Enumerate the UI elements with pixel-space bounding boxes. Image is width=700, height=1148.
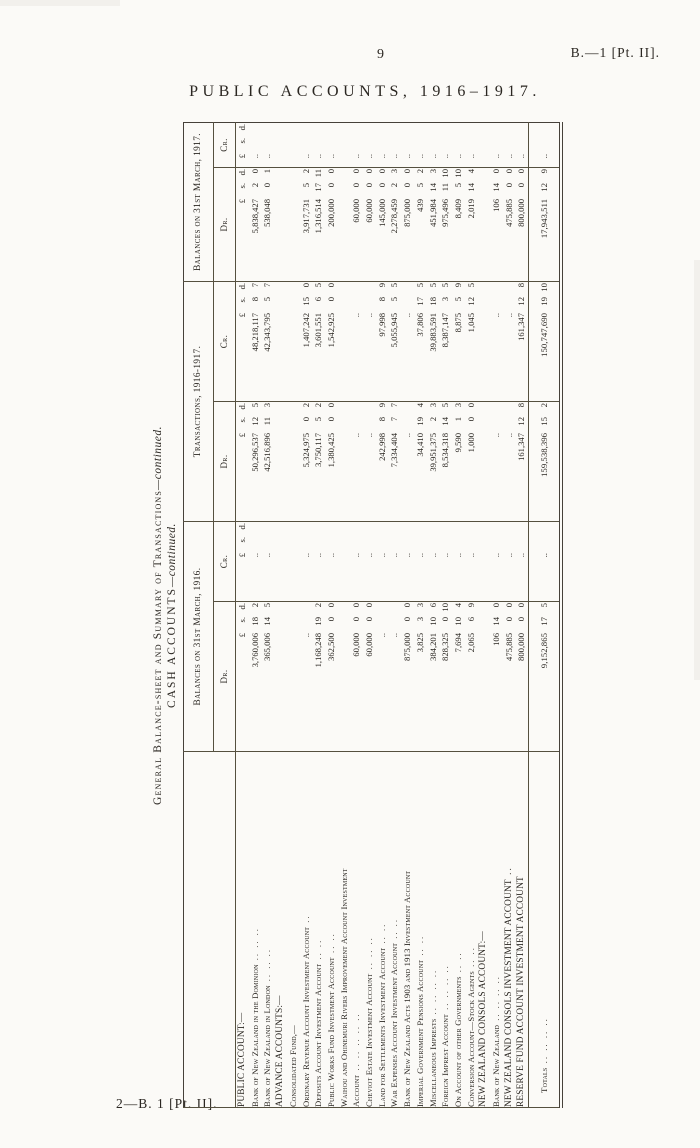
table-row	[515, 122, 528, 1107]
money-cell: 7,334,40477	[388, 401, 401, 521]
account-label: Account	[351, 1074, 362, 1107]
money-cell: 60,00000	[350, 602, 363, 752]
leader-dots: .. .. .. ..	[538, 1017, 549, 1068]
cash-accounts-table	[183, 122, 563, 1108]
money-cell: ..	[427, 122, 440, 167]
table-row	[477, 122, 490, 1107]
totals-label-cell	[529, 752, 562, 1108]
money-cell: 42,343,79557	[261, 281, 274, 401]
money-cell	[477, 281, 490, 401]
table-row	[490, 122, 503, 1107]
dr-cr-header: Cr.	[214, 281, 236, 401]
table-row	[439, 122, 452, 1107]
dr-cr-header: Dr.	[214, 167, 236, 281]
money-cell: 800,00000	[515, 167, 528, 281]
account-label-cell	[312, 752, 325, 1108]
account-label-cell	[236, 752, 249, 1108]
table-row	[427, 122, 440, 1107]
table-row	[376, 122, 389, 1107]
money-cell: 200,00000	[325, 167, 338, 281]
money-cell	[287, 122, 300, 167]
leader-dots: .. ..	[465, 946, 476, 972]
money-cell: ..	[439, 521, 452, 601]
money-cell	[477, 167, 490, 281]
account-label: Public Works Fund Investment Account	[325, 957, 336, 1107]
table-row	[401, 122, 414, 1107]
table-row	[249, 122, 262, 1107]
leader-dots: .. .. ..	[364, 936, 375, 974]
money-cell	[274, 281, 287, 401]
money-cell	[274, 521, 287, 601]
dr-cr-header: Dr.	[214, 602, 236, 752]
table-row	[363, 122, 376, 1107]
account-label: Deposits Account Investment Account	[313, 963, 324, 1107]
leader-dots: .. .. .. ..	[440, 964, 451, 1015]
money-cell: ..	[452, 122, 465, 167]
money-cell: ..	[401, 521, 414, 601]
money-cell: ..	[325, 122, 338, 167]
account-label: Bank of New Zealand	[491, 1024, 502, 1107]
money-cell	[287, 602, 300, 752]
money-cell: ..	[376, 521, 389, 601]
money-cell: 800,00000	[515, 602, 528, 752]
money-cell: 9,59013	[452, 401, 465, 521]
money-cell: ..	[439, 122, 452, 167]
table-row	[503, 122, 516, 1107]
table-row	[414, 122, 427, 1107]
dr-cr-header: Cr.	[214, 521, 236, 601]
money-cell: ..	[363, 122, 376, 167]
money-cell: ..	[249, 521, 262, 601]
money-cell: ..	[490, 521, 503, 601]
table-title-main: General Balance-sheet and Summary of Transactions	[152, 489, 164, 806]
money-cell: 43952	[414, 167, 427, 281]
money-cell: ..	[325, 521, 338, 601]
money-cell: 451,984143	[427, 167, 440, 281]
account-label-cell	[287, 752, 300, 1108]
account-label: Conversion Account—Stock Agents	[465, 971, 476, 1107]
table-row	[261, 122, 274, 1107]
money-cell: £s.d.	[236, 122, 249, 167]
money-cell: 365,006145	[261, 602, 274, 752]
money-cell: ..	[503, 122, 516, 167]
money-cell: ..	[515, 122, 528, 167]
money-cell	[338, 602, 351, 752]
account-label: Cheviot Estate Investment Account	[364, 973, 375, 1107]
money-cell: 161,347128	[515, 281, 528, 401]
money-cell	[477, 401, 490, 521]
totals-row	[529, 122, 562, 1107]
money-cell: 1,00000	[465, 401, 478, 521]
money-cell: ..	[465, 122, 478, 167]
table-row	[325, 122, 338, 1107]
money-cell: £s.d.	[236, 521, 249, 601]
money-cell: 875,00000	[401, 167, 414, 281]
account-label: ADVANCE ACCOUNTS:—	[275, 995, 286, 1107]
account-label: RESERVE FUND ACCOUNT INVESTMENT ACCOUNT	[516, 876, 527, 1107]
table-row	[388, 122, 401, 1107]
money-cell: ..	[350, 521, 363, 601]
money-cell: 5,324,97502	[300, 401, 313, 521]
money-cell: 3,760,006182	[249, 602, 262, 752]
money-cell: ..	[350, 122, 363, 167]
leader-dots: .. .. ..	[249, 927, 260, 965]
money-cell: ..	[312, 122, 325, 167]
money-cell	[274, 122, 287, 167]
account-label: Imperial Government Pensions Account	[414, 959, 425, 1107]
money-cell: 159,538,396152	[529, 401, 562, 521]
money-cell: 7,694104	[452, 602, 465, 752]
money-cell: ..	[414, 521, 427, 601]
money-cell: ..	[388, 602, 401, 752]
money-cell: ..	[414, 122, 427, 167]
table-row	[236, 122, 249, 1107]
money-cell: 34,410194	[414, 401, 427, 521]
table-subtitle	[166, 123, 178, 1108]
account-label-cell	[376, 752, 389, 1108]
account-label-cell	[427, 752, 440, 1108]
account-label: NEW ZEALAND CONSOLS ACCOUNT:—	[478, 931, 489, 1107]
money-cell: 17,943,511129	[529, 167, 562, 281]
money-cell	[338, 521, 351, 601]
table-row	[287, 122, 300, 1107]
table-subtitle-continued: —continued.	[166, 523, 178, 588]
account-label-cell	[503, 752, 516, 1108]
money-cell	[274, 167, 287, 281]
table-row	[300, 122, 313, 1107]
account-label-cell	[401, 752, 414, 1108]
money-cell: 362,50000	[325, 602, 338, 752]
money-cell: 5,055,94555	[388, 281, 401, 401]
page-footer: 2—B. 1 [Pt. II].	[116, 1096, 218, 1111]
account-label: Waihou and Ohinemuri Rivers Improvement Account Investment	[338, 868, 349, 1107]
money-cell: ..	[529, 521, 562, 601]
money-cell: 60,00000	[363, 167, 376, 281]
money-cell: 39,951,37523	[427, 401, 440, 521]
table-row	[338, 122, 351, 1107]
leader-dots: .. ..	[414, 934, 425, 960]
money-cell: ..	[503, 401, 516, 521]
table-row	[465, 122, 478, 1107]
dr-cr-header: Dr.	[214, 401, 236, 521]
leader-dots: ..	[300, 914, 311, 927]
money-cell: ..	[490, 401, 503, 521]
page-title: PUBLIC ACCOUNTS, 1916–1917.	[189, 83, 541, 100]
money-cell: 1,380,42500	[325, 401, 338, 521]
money-cell: ..	[261, 122, 274, 167]
account-label: Ordinary Revenue Account Investment Account	[300, 926, 311, 1107]
account-label-cell	[350, 752, 363, 1108]
money-cell: ..	[249, 122, 262, 167]
account-label: On Account of other Governments	[452, 976, 463, 1107]
money-cell: ..	[350, 401, 363, 521]
account-label-cell	[452, 752, 465, 1108]
column-group-header: Transactions, 1916-1917.	[184, 281, 214, 521]
money-cell	[477, 521, 490, 601]
money-cell: 37,806175	[414, 281, 427, 401]
money-cell: ..	[452, 521, 465, 601]
money-cell: 242,99889	[376, 401, 389, 521]
leader-dots: .. .. .. .. ..	[351, 1012, 362, 1075]
account-label: Foreign Imprest Account	[440, 1014, 451, 1107]
money-cell: 8,87559	[452, 281, 465, 401]
leader-dots: .. ..	[325, 932, 336, 958]
account-label: Miscellaneous Imprests	[427, 1018, 438, 1107]
money-cell: 3,82533	[414, 602, 427, 752]
rotated-table-inner	[152, 123, 568, 1108]
money-cell: ..	[503, 281, 516, 401]
account-label-cell	[325, 752, 338, 1108]
money-cell: ..	[376, 122, 389, 167]
money-cell: 1,542,92500	[325, 281, 338, 401]
money-cell: ..	[465, 521, 478, 601]
money-cell: 875,00000	[401, 602, 414, 752]
money-cell	[274, 602, 287, 752]
column-group-header: Balances on 31st March, 1916.	[184, 521, 214, 751]
account-label: Bank of New Zealand in London	[262, 985, 273, 1107]
money-cell: ..	[427, 521, 440, 601]
money-cell: 1,316,5141711	[312, 167, 325, 281]
money-cell: 1,407,242150	[300, 281, 313, 401]
money-cell	[274, 401, 287, 521]
totals-label: Totals	[538, 1067, 549, 1093]
money-cell	[338, 122, 351, 167]
money-cell: ..	[363, 401, 376, 521]
money-cell	[338, 167, 351, 281]
leader-dots: ..	[503, 866, 514, 880]
money-cell: 1,045125	[465, 281, 478, 401]
money-cell: ..	[401, 122, 414, 167]
account-label-cell	[300, 752, 313, 1108]
account-label-cell	[439, 752, 452, 1108]
money-cell: 384,201106	[427, 602, 440, 752]
table-title	[152, 123, 164, 1108]
account-label-cell	[477, 752, 490, 1108]
account-label-cell	[515, 752, 528, 1108]
money-cell	[287, 521, 300, 601]
money-cell: 8,387,14735	[439, 281, 452, 401]
money-cell: 60,00000	[363, 602, 376, 752]
money-cell: ..	[388, 521, 401, 601]
leader-dots: .. ..	[376, 922, 387, 948]
money-cell: 161,347128	[515, 401, 528, 521]
money-cell: 50,296,537125	[249, 401, 262, 521]
money-cell: 975,4961110	[439, 167, 452, 281]
money-cell: £s.d.	[236, 602, 249, 752]
money-cell: ..	[312, 521, 325, 601]
money-cell: 106140	[490, 167, 503, 281]
leader-dots: .. .. .. ..	[427, 968, 438, 1019]
money-cell: 475,88500	[503, 167, 516, 281]
money-cell	[287, 401, 300, 521]
money-cell: ..	[363, 521, 376, 601]
money-cell	[287, 281, 300, 401]
table-row	[274, 122, 287, 1107]
money-cell	[477, 602, 490, 752]
money-cell: 106140	[490, 602, 503, 752]
account-label-cell	[388, 752, 401, 1108]
money-cell: 60,00000	[350, 167, 363, 281]
money-cell: £s.d.	[236, 401, 249, 521]
table-subtitle-main: CASH ACCOUNTS	[166, 587, 178, 708]
stub-header	[184, 752, 236, 1108]
money-cell: 42,516,896113	[261, 401, 274, 521]
money-cell: 3,917,73152	[300, 167, 313, 281]
table-row	[452, 122, 465, 1107]
account-label: Bank of New Zealand in the Dominion	[249, 964, 260, 1107]
money-cell: 5,838,42720	[249, 167, 262, 281]
money-cell: ..	[490, 281, 503, 401]
money-cell: 2,019144	[465, 167, 478, 281]
money-cell: 475,88500	[503, 602, 516, 752]
money-cell: £s.d.	[236, 281, 249, 401]
account-label: War Expenses Account Investment Account	[389, 942, 400, 1107]
table-row	[350, 122, 363, 1107]
money-cell: ..	[261, 521, 274, 601]
page-number: 9	[377, 47, 384, 62]
money-cell: ..	[363, 281, 376, 401]
money-cell: 9,152,865175	[529, 602, 562, 752]
leader-dots: .. .. .. ..	[491, 975, 502, 1025]
scan-smudge-top	[0, 0, 120, 6]
leader-dots: .. ..	[313, 938, 324, 964]
account-label: NEW ZEALAND CONSOLS INVESTMENT ACCOUNT	[503, 879, 514, 1107]
money-cell: £s.d.	[236, 167, 249, 281]
scan-smudge-right	[694, 260, 700, 680]
money-cell: 3,750,11752	[312, 401, 325, 521]
rotated-table-block	[152, 123, 568, 1108]
leader-dots: .. ..	[389, 918, 400, 943]
money-cell: ..	[300, 602, 313, 752]
money-cell: ..	[401, 281, 414, 401]
leader-dots: .. ..	[452, 951, 463, 977]
account-label-cell	[363, 752, 376, 1108]
account-label: Consolidated Fund,—	[287, 1025, 298, 1107]
account-label-cell	[490, 752, 503, 1108]
money-cell	[338, 281, 351, 401]
money-cell	[287, 167, 300, 281]
money-cell: 1,168,248192	[312, 602, 325, 752]
money-cell: ..	[515, 521, 528, 601]
table-row	[312, 122, 325, 1107]
money-cell: ..	[503, 521, 516, 601]
account-label: Bank of New Zealand Acts 1903 and 1913 Investment Account	[402, 870, 413, 1107]
money-cell: ..	[350, 281, 363, 401]
leader-dots: .. .. ..	[262, 948, 273, 986]
money-cell: 3,601,55165	[312, 281, 325, 401]
money-cell: 145,00000	[376, 167, 389, 281]
money-cell: 2,278,45923	[388, 167, 401, 281]
money-cell: 97,99889	[376, 281, 389, 401]
money-cell: 8,534,318145	[439, 401, 452, 521]
account-label-cell	[338, 752, 351, 1108]
dr-cr-header: Cr.	[214, 122, 236, 167]
account-label-cell	[414, 752, 427, 1108]
document-reference: B.—1 [Pt. II].	[570, 45, 660, 60]
money-cell: 8,409510	[452, 167, 465, 281]
money-cell: ..	[388, 122, 401, 167]
money-cell: ..	[376, 602, 389, 752]
money-cell: 48,218,11787	[249, 281, 262, 401]
money-cell	[477, 122, 490, 167]
money-cell: ..	[401, 401, 414, 521]
money-cell: 39,883,591185	[427, 281, 440, 401]
money-cell: ..	[300, 122, 313, 167]
account-label: PUBLIC ACCOUNT:—	[237, 1012, 247, 1107]
money-cell: ..	[300, 521, 313, 601]
account-label-cell	[261, 752, 274, 1108]
money-cell: 538,04801	[261, 167, 274, 281]
money-cell	[338, 401, 351, 521]
account-label-cell	[465, 752, 478, 1108]
money-cell: ..	[490, 122, 503, 167]
money-cell: 2,06569	[465, 602, 478, 752]
account-label-cell	[249, 752, 262, 1108]
account-label: Land for Settlements Investment Account	[376, 947, 387, 1107]
table-title-continued: —continued.	[152, 425, 164, 490]
money-cell: 828,325010	[439, 602, 452, 752]
account-label-cell	[274, 752, 287, 1108]
money-cell: ..	[529, 122, 562, 167]
money-cell: 150,747,6901910	[529, 281, 562, 401]
column-group-header: Balances on 31st March, 1917.	[184, 122, 214, 281]
